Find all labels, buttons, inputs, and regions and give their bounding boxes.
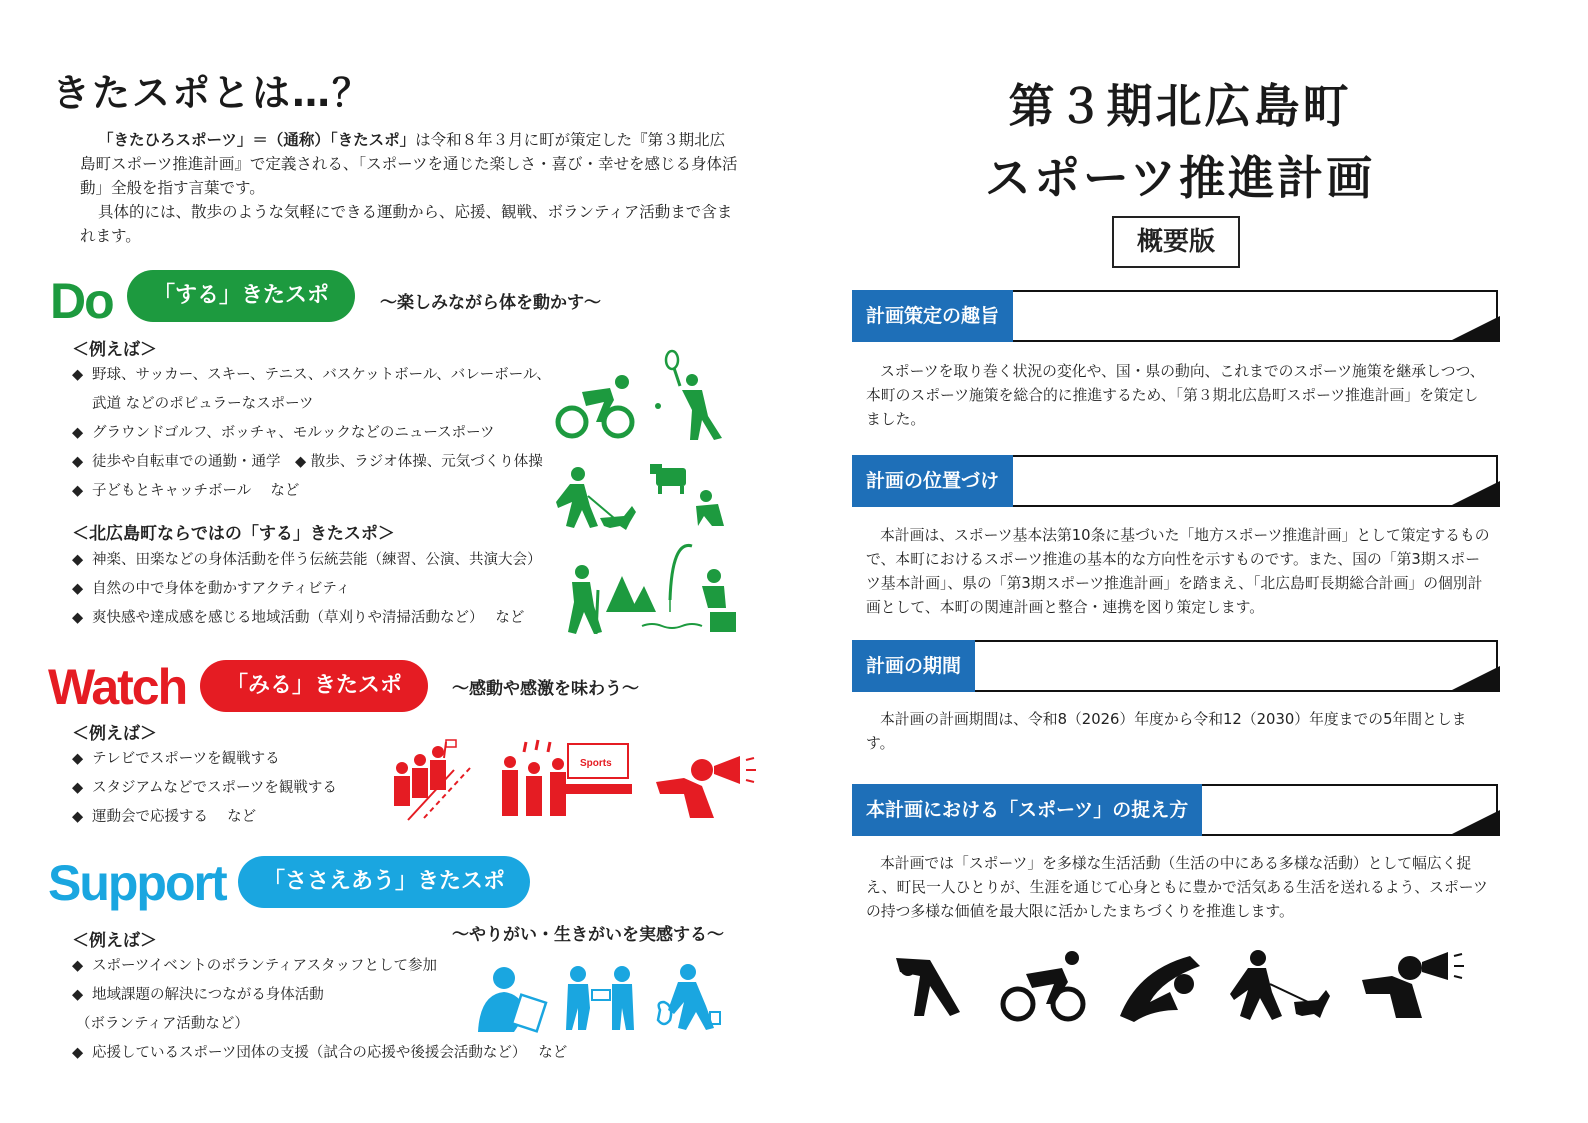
do-tagline: ～楽しみながら体を動かす～ bbox=[380, 293, 601, 313]
section-header-position bbox=[852, 455, 1500, 507]
do-pill: 「する」きたスポ bbox=[127, 270, 355, 322]
left-heading: きたスポとは…？ bbox=[52, 71, 373, 115]
page-fold-icon bbox=[1448, 810, 1500, 836]
do-example-label: ＜例えば＞ bbox=[72, 340, 157, 360]
list-item: ◆ 子どもとキャッチボール など bbox=[72, 477, 551, 506]
do-word: Do bbox=[50, 273, 113, 329]
tennis-player-icon bbox=[655, 351, 722, 440]
support-example-label: ＜例えば＞ bbox=[72, 931, 157, 951]
support-word: Support bbox=[48, 855, 226, 911]
diamond-icon: ◆ bbox=[72, 751, 84, 767]
list-item: ◆ 運動会で応援する など bbox=[72, 803, 337, 832]
list-item: 武道 などのポピュラーなスポーツ bbox=[92, 396, 314, 412]
diamond-icon: ◆ bbox=[72, 483, 84, 499]
title-line1: 第３期北広島町 bbox=[1008, 79, 1352, 133]
list-item: ◆ 応援しているスポーツ団体の支援（試合の応援や後援会活動など） など bbox=[72, 1039, 567, 1068]
stadium-fans-icon bbox=[394, 740, 470, 820]
section-label: 計画の位置づけ bbox=[852, 455, 1013, 507]
diamond-icon: ◆ bbox=[72, 780, 84, 796]
stretching-icon bbox=[896, 958, 960, 1016]
list-item: ◆ 自然の中で身体を動かすアクティビティ bbox=[72, 575, 542, 604]
list-item: ◆ テレビでスポーツを観戦する bbox=[72, 745, 337, 774]
handshake-volunteers-icon bbox=[566, 966, 634, 1030]
diamond-icon: ◆ bbox=[72, 958, 84, 974]
watch-pill: 「みる」きたスポ bbox=[200, 660, 428, 712]
sport-pictogram-row bbox=[890, 950, 1480, 1030]
watch-pictograms bbox=[384, 738, 764, 828]
intro-p2: 具体的には、散歩のような気軽にできる運動から、応援、観戦、ボランティア活動まで含まれます。 bbox=[80, 203, 733, 245]
swimmer-icon bbox=[1120, 956, 1200, 1022]
section-header-concept bbox=[852, 784, 1500, 836]
list-item: ◆ 徒歩や自転車での通勤・通学 ◆ 散歩、ラジオ体操、元気づくり体操 bbox=[72, 448, 551, 477]
diamond-icon: ◆ bbox=[72, 610, 84, 626]
section-header-purpose bbox=[852, 290, 1500, 342]
dog-walker-icon bbox=[556, 467, 636, 530]
intro-p1: は令和８年３月に町が策定した『第３期北広島町スポーツ推進計画』で定義される、「スポーツを通じた楽しさ・喜び・幸せを感じる身体活動」全般を指す言葉です。 bbox=[80, 131, 738, 197]
diamond-icon: ◆ bbox=[72, 1045, 84, 1061]
volunteer-writing-icon bbox=[478, 967, 546, 1032]
do-local-items bbox=[72, 546, 542, 633]
title-line2: スポーツ推進計画 bbox=[984, 151, 1376, 205]
watch-tagline: ～感動や感激を味わう～ bbox=[452, 679, 639, 699]
list-item: ◆ グラウンドゴルフ、ボッチャ、モルックなどのニュースポーツ bbox=[72, 419, 551, 448]
section-body-concept: 本計画では「スポーツ」を多様な生活活動（生活の中にある多様な活動）として幅広く捉え、町民一人ひとりが、生涯を通じて心身ともに豊かで活気ある生活を送れるよう、スポーツの持つ多様な価値を最大限に活かしたまちづくりを推進します。 bbox=[866, 855, 1488, 920]
diamond-icon: ◆ bbox=[72, 987, 84, 1003]
list-item: ◆ 爽快感や達成感を感じる地域活動（草刈りや清掃活動など） など bbox=[72, 604, 542, 633]
trash-pickup-icon bbox=[658, 964, 720, 1030]
tv-sports-label: Sports bbox=[580, 758, 612, 769]
list-item: ◆ 地域課題の解決につながる身体活動 bbox=[72, 981, 567, 1010]
page-fold-icon bbox=[1448, 481, 1500, 507]
do-local-label: ＜北広島町ならではの「する」きたスポ＞ bbox=[72, 524, 395, 544]
page-fold-icon bbox=[1448, 316, 1500, 342]
support-pictograms bbox=[474, 962, 734, 1034]
farmer-cow-icon bbox=[650, 464, 724, 526]
diamond-icon: ◆ bbox=[72, 581, 84, 597]
support-pill: 「ささえあう」きたスポ bbox=[238, 856, 530, 908]
watch-examples bbox=[72, 745, 337, 832]
intro-text bbox=[80, 128, 740, 248]
do-pictograms bbox=[552, 350, 742, 640]
list-item: ◆ 神楽、田楽などの身体活動を伴う伝統芸能（練習、公演、共演大会） bbox=[72, 546, 542, 575]
diamond-icon: ◆ bbox=[72, 425, 84, 441]
fishing-icon bbox=[642, 545, 736, 632]
list-item: ◆ スタジアムなどでスポーツを観戦する bbox=[72, 774, 337, 803]
watch-word: Watch bbox=[48, 659, 187, 715]
section-body-period: 本計画の計画期間は、令和8（2026）年度から令和12（2030）年度までの5年間とします。 bbox=[866, 711, 1467, 752]
cyclist-icon bbox=[558, 375, 632, 436]
section-body-position: 本計画は、スポーツ基本法第10条に基づいた「地方スポーツ推進計画」として策定するもので、本町におけるスポーツ推進の基本的な方向性を示すものです。また、国の「第3期スポーツ基本計画」、県の「第3期スポーツ推進計画」を踏まえ、「北広島町長期総合計画」の個別計画として、本町の関連計画と整合・連携を図り策定します。 bbox=[866, 527, 1490, 616]
dog-walker-icon bbox=[1230, 950, 1330, 1020]
section-label: 本計画における「スポーツ」の捉え方 bbox=[852, 784, 1202, 836]
support-tagline: ～やりがい・生きがいを実感する～ bbox=[452, 925, 724, 945]
watch-example-label: ＜例えば＞ bbox=[72, 724, 157, 744]
cyclist-icon bbox=[1003, 951, 1083, 1019]
hiker-icon bbox=[568, 565, 656, 634]
list-item: ◆ 野球、サッカー、スキー、テニス、バスケットボール、バレーボール、 bbox=[72, 361, 551, 390]
diamond-icon: ◆ bbox=[72, 809, 84, 825]
page-fold-icon bbox=[1448, 666, 1500, 692]
diamond-icon: ◆ bbox=[72, 552, 84, 568]
megaphone-fan-icon bbox=[656, 756, 756, 818]
section-label: 計画の期間 bbox=[852, 640, 975, 692]
do-examples bbox=[72, 361, 551, 506]
list-item: ◆ スポーツイベントのボランティアスタッフとして参加 bbox=[72, 952, 567, 981]
megaphone-fan-icon bbox=[1362, 952, 1464, 1018]
intro-bold: 「きたひろスポーツ」＝（通称）「きたスポ」 bbox=[98, 131, 416, 149]
section-header-period bbox=[852, 640, 1500, 692]
diamond-icon: ◆ bbox=[72, 367, 84, 383]
list-item: （ボランティア活動など） bbox=[76, 1016, 249, 1032]
summary-badge: 概要版 bbox=[1112, 216, 1240, 268]
tv-viewers-icon bbox=[502, 740, 632, 816]
diamond-icon: ◆ bbox=[72, 454, 84, 470]
section-body-purpose: スポーツを取り巻く状況の変化や、国・県の動向、これまでのスポーツ施策を継承しつつ、本町のスポーツ施策を総合的に推進するため、「第３期北広島町スポーツ推進計画」を策定しました。 bbox=[866, 363, 1485, 428]
section-label: 計画策定の趣旨 bbox=[852, 290, 1013, 342]
